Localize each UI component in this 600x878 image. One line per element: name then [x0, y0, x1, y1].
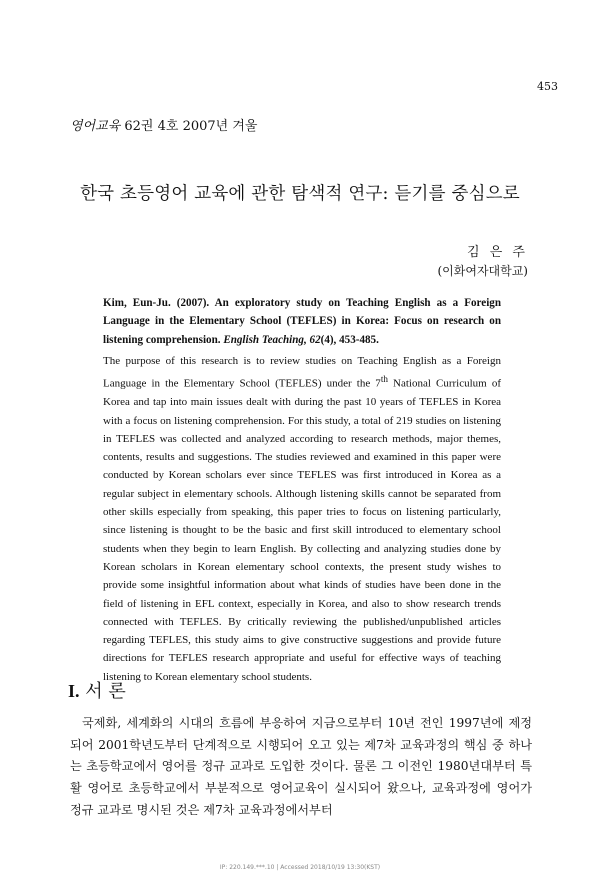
section-number: I.	[68, 681, 80, 701]
abstract-text-1: The purpose of this research is to review studies on Teaching English as a Foreign Language in the Elementary School (TEFLES) under the 7	[103, 355, 501, 390]
journal-info	[70, 115, 257, 134]
access-footer: IP: 220.149.***.10 | Accessed 2018/10/19 13:30(KST)	[219, 864, 381, 871]
citation-issue-pages: (4), 453-485.	[320, 333, 379, 346]
page-number: 453	[537, 80, 558, 93]
citation-main: Kim, Eun-Ju. (2007). An exploratory study on Teaching English as a Foreign Language in the Elementary School (TEFLES) in Korea: Focus on research on listening comprehension.	[103, 297, 501, 346]
section-title: 서 론	[85, 681, 126, 702]
body-paragraph: 국제화, 세계화의 시대의 흐름에 부응하여 지금으로부터 10년 전인 1997년에 제정되어 2001학년도부터 단계적으로 시행되어 오고 있는 제7차 교육과정의 핵심 중 하나는 초등학교에서 영어를 정규 교과로 도입한 것이다. 물론 그 이전인 1980년대부터 특활 영어로 초등학교에서 부분적으로 영어교육이 실시되어 왔으나, 교육과정에 영어가 정규 교과로 명시된 것은 제7차 교육과정에서부터	[70, 716, 532, 817]
citation	[103, 294, 501, 349]
author-affiliation: (이화여자대학교)	[437, 264, 528, 278]
section-heading	[68, 677, 126, 703]
abstract-superscript: th	[380, 374, 388, 385]
journal-issue: 62권 4호 2007년 겨울	[124, 119, 258, 134]
abstract-text-2: National Curriculum of Korea and tap into main issues dealt with during the past 10 years of TEFLES in Korea with a focus on listening comprehension. For this study, a total of 219 studies on listening in TEFLES was collected and analyzed according to research methods, major themes, contents, results and suggestions. The studies reviewed and examined in this paper were conducted by Korean scholars ever since TEFLES was first introduced in Korea as a regular subject in elementary schools. Although listening skills cannot be separated from other skills especially from speaking, this paper tries to focus on listening particularly, since listening is thought to be the basic and first skill introduced to elementary school students when they begin to learn English. By collecting and analyzing studies done by Korean scholars in Korean elementary school contexts, the present study wishes to provide some insightful information about what kinds of studies have been done in the field of listening in EFL context, especially in Korea, and also to show research trends connected with TEFLES. By critically reviewing the published/unpublished articles regarding TEFLES, this study aims to give constructive suggestions and provide future directions for TEFLES research appropriate and useful for effective ways of teaching listening to Korean elementary school students.	[103, 377, 501, 683]
citation-journal: English Teaching, 62	[223, 333, 321, 346]
author-name: 김 은 주	[467, 245, 528, 260]
paper-title: 한국 초등영어 교육에 관한 탐색적 연구: 듣기를 중심으로	[80, 184, 520, 204]
journal-name: 영어교육	[70, 119, 121, 134]
abstract	[103, 352, 501, 686]
